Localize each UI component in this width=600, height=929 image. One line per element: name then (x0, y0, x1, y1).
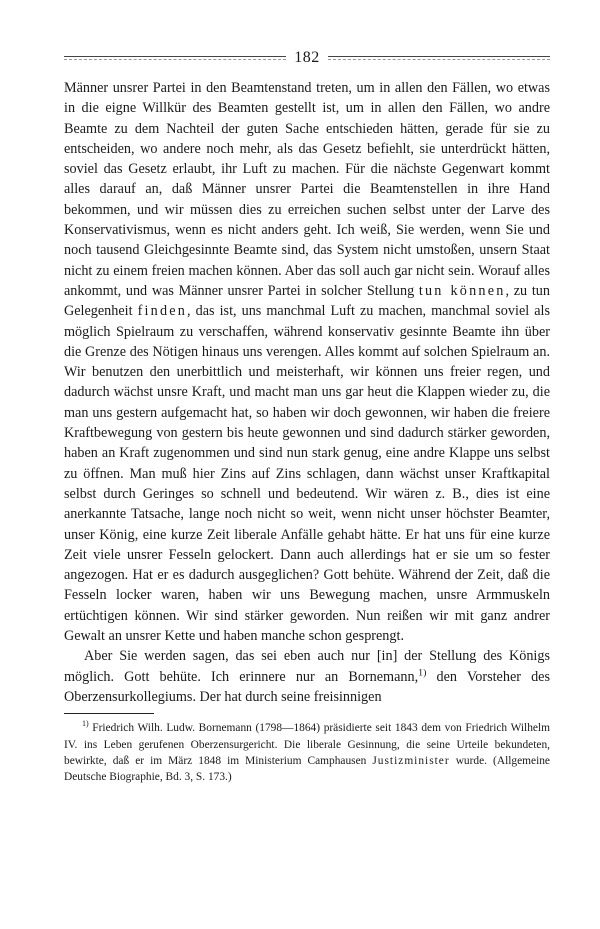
text-run: Friedrich Wilh. Ludw. Bornemann (1798—1864) präsidierte seit 1843 dem von Friedrich Wilhelm IV. ins Leben gerufenen Oberzensurgericht. Die liberale Gesinnung, die seine Urteile bekundeten, bewirkte, daß er im März 1848 im Ministerium Camphausen (64, 722, 550, 768)
paragraph (64, 646, 550, 707)
spaced-emphasis: Justizminister (372, 755, 450, 768)
text-run: Aber Sie werden sagen, das sei eben auch nur [in] der Stellung des Königs möglich. Gott behüte. Ich erinnere nur an Bornemann, (64, 648, 550, 685)
footnote-marker: 1) (418, 666, 427, 678)
footnote-rule (64, 713, 154, 714)
text-run: Männer unsrer Partei in den Beamtenstand treten, um in allen den Fällen, wo etwas in die eigne Willkür des Beamten gestellt ist, um in allen den Fällen, wo andre Beamte zu dem Nachteil der guten Sache entschieden hätten, gerade für sie zu entscheiden, wo andere noch mehr, als das Gesetz befiehlt, sie unterdrückt hätten, soviel das Gesetz erlaubt, ihr Luft zu machen. Für die nächste Gegenwart kommt alles darauf an, daß Männer unsrer Partei die Beamtenstellen in ihre Hand bekommen, und wir müssen dies zu erreichen suchen selbst unter der Larve des Konservativismus, wenn es nicht anders geht. Ich weiß, Sie werden, wenn Sie und noch tausend Gleichgesinnte Beamte sind, das System nicht umstoßen, unsern Staat nicht zu einem freien machen können. Aber das soll auch gar nicht sein. Worauf alles ankommt, und was Männer unsrer Partei in solcher Stellung (64, 80, 550, 299)
header-rule-right (328, 56, 550, 60)
footnote-marker: 1) (82, 719, 89, 729)
header-rule-left (64, 56, 286, 60)
text-run: wurde. (Allgemeine Deutsche Biographie, Bd. 3, S. 173.) (64, 755, 550, 784)
spaced-emphasis: tun können (418, 282, 506, 299)
footnote (64, 720, 550, 786)
book-page (64, 46, 550, 786)
page-header (64, 46, 550, 70)
text-run: den Vorsteher des Oberzensurkollegiums. Der hat durch seine freisinnigen (64, 668, 551, 705)
text-run: , zu tun Gelegenheit (64, 282, 550, 320)
paragraph (64, 78, 550, 646)
spaced-emphasis: finden (137, 303, 188, 320)
text-run: , das ist, uns manchmal Luft zu machen, manchmal soviel als möglich Spielraum zu verschaffen, während konservativ gesinnte Beamte ihn über die Grenze des Nötigen hinaus uns verengen. Alles kommt auf solchen Spielraum an. Wir benutzen den unerbittlich und meisterhaft, wir können uns freier regen, und dadurch wächst unsre Kraft, und macht man uns gar heut die Klappen wieder zu, die man uns gestern aufgemacht hat, so haben wir doch gewonnen, wir haben die freiere Kraftbewegung von gestern bis heute gewonnen und sind dadurch stärker geworden, haben an Kraft zugenommen und sind nun stark genug, eine andre Klappe uns selbst zu öffnen. Man muß hier Zins auf Zins schlagen, dann wächst unser Kraftkapital selbst durch Geringes so schnell und bedeutend. Wir wären z. B., dies ist eine anerkannte Tatsache, lange noch nicht so weit, wenn nicht unser höchster Beamter, unser König, eine kurze Zeit liberale Anfälle gehabt hätte. Er hat uns für eine kurze Zeit viele unsrer Fesseln gelockert. Dann auch allerdings hat er sie um so fester angezogen. Hat er es dadurch ausgeglichen? Gott behüte. Während der Zeit, daß die Fesseln locker waren, haben wir uns Bewegung machen, unsre Armmuskeln ertüchtigen können. Wir sind stärker geworden. Nun reißen wir mit ganz andrer Gewalt an unsrer Kette und haben manche schon gesprengt. (64, 303, 550, 645)
page-number: 182 (294, 49, 320, 66)
body-text (64, 78, 550, 707)
